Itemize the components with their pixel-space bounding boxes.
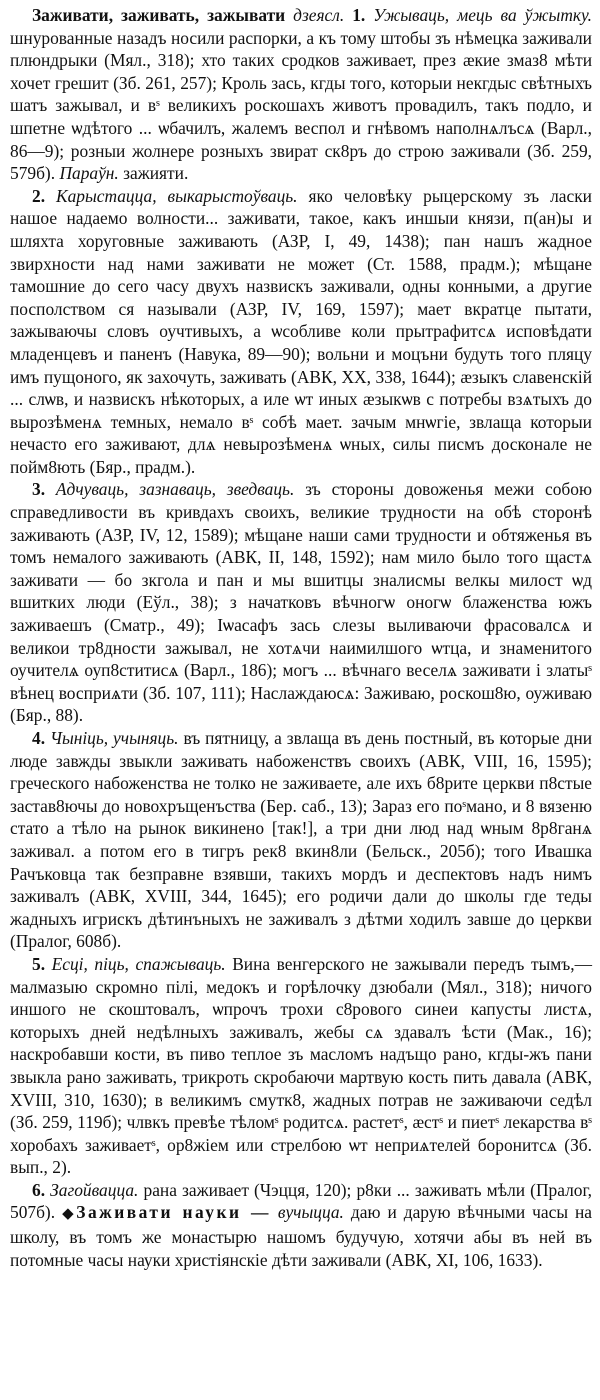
sense-gloss: Карыстацца, выкарыстоўваць. xyxy=(56,185,298,206)
sense-gloss: Ужываць, мець ва ўжытку. xyxy=(373,5,592,25)
phrase-text: даю и дарую вѣчными часы на школу, въ томъ же монастырю нашомъ будучую, хотячи абы въ ней въ потомные часы науки христіянскіе дѣти заживали (АВК, XI, 106, 1633). xyxy=(10,1202,593,1270)
sense-text: зъ стороны довоженья межи собою справедливости въ кривдахъ своихъ, великие трудности на обѣ сторонѣ заживають (АЗР, IV, 12, 1589); мѣщане наши сами трудности и обтяженья въ томъ немалого заживають (АВК, II, 148, 1592); нам мило было того щастѧ заживати — бо зкгола и пан и мы вшитцы зналисмы велкы милост ѡд вшитких люди (Еўл., 38); з начатковъ вѣчногѡ оногѡ блаженства южъ заживаешъ (Сматр., 49); Іѡасафъ зась слезы выливаючи фрасовалсѧ и великои тр8дности зажывал, не хотѧчи наимилшого ѡтца, и знаменитого оучителѧ оуп8ститисѧ (Варл., 186); могъ ... вѣчнаго веселѧ заживати і златыˢ вѣнец восприѧти (Зб. 107, 111); Наслаждаюсѧ: Заживаю, роскош8ю, оуживаю (Бяр., 88). xyxy=(10,479,592,726)
sense-4 xyxy=(10,727,592,953)
sense-number: 4. xyxy=(32,728,46,748)
sense-5 xyxy=(10,953,592,1179)
sense-2 xyxy=(10,185,592,479)
part-of-speech: дзеясл. xyxy=(293,5,345,25)
sense-1 xyxy=(10,4,592,185)
sense-number: 6. xyxy=(32,1179,46,1200)
sense-text: рана заживает (Чэцця, 120); р8ки ... заживать мѣли (Пралог, 507б). xyxy=(10,1179,592,1223)
sense-gloss: Есці, піць, спажываць. xyxy=(51,953,226,974)
phrase-gloss: вучыцца. xyxy=(277,1202,344,1223)
sense-3 xyxy=(10,478,592,727)
sense-6 xyxy=(10,1179,592,1271)
sense-text: въ пятницу, а звлаща въ день постный, въ которые дни люде завжды звыкли заживать набоженствъ своихъ (АВК, VIII, 16, 1595); греческого набоженства не толко не заживаете, але ихъ б8рите церкви п8стые застав8ючы до новохръщенъства (Бер. саб., 13); Зараз его поˢмано, и 8 вязеню стато а тѣло на рынок викинено [так!], а три дни люд над ѡным 8р8ганѧ заживал. а потом его в тигръ рек8 вкин8ли (Бельск., 205б); того Ивашка Рачъковца так безправне взявши, такихъ мордъ и деспектовъ надъ нимъ заживалъ (АВК, XVIII, 344, 1645); его родичи дали до школы где теды жадныхъ игрискъ дѣтинъныхъ не заживалъ з дѣтми ходилъ завше до церкви (Пралог, 608б). xyxy=(10,728,592,952)
sense-text: Вина венгерского не зажывали передъ тымъ,— малмазыю скромно пілі, медокъ и горѣлочку дзюбали (Мял., 318); ничого иншого не скоштовалъ, ѡпрочъ трохи с8рового синеи капусты листѧ, которыхъ дней недѣлныхъ заживалъ, жебы сѧ здавалъ ѣсти (Мак., 16); наскробавши кости, въ пиво теплое зъ масломъ надъщо рано, кгды-жъ пани звыкла рано заживать, трикроть скробаючи мартвую кость пить давала (АВК, XVIII, 310, 1630); в великимъ смутк8, жадных потрав не заживаючи седѣл (Зб. 259, 119б); члвкъ превѣе тѣломˢ родитсѧ. растетˢ, ӕстˢ и пиетˢ лекарства вˢ хоробахъ заживаетˢ, ор8жіем или стрелбою ѡт неприѧтелей боронитсѧ (Зб. вып., 2). xyxy=(10,953,592,1178)
sense-text: яко человѣку рыцерскому зъ ласки нашое надаемо волности... заживати, такое, какъ иншыи князи, п(ан)ы и шляхта хоруговные заживають (АЗР, I, 49, 1438); пан нашъ жадное звирхности над нами заживати не может (Ст. 1588, прадм.); мѣщане тамошние до сего часу двухъ назвискъ заживали, одны конными, а другие посполством ся называли (АЗР, IV, 169, 1597); мает вкратце пытати, зажываючы словъ оучтивыхъ, а ѡсобливе коли прытрафитсѧ исповѣдати младенцевъ и паненъ (Навука, 89—90); вольни и моцъни будуть того пляцу имъ пущоного, як захочуть, заживать (АВК, XX, 338, 1644); ӕзыкъ славенскій ... слѡв, и назвискъ нѣкоторых, а иле ѡт иных ӕзыкѡв с потребы взѧтыхъ до вырозѣменѧ темных, немало вˢ собѣ мает. зачым мнѡгіе, звлаща которыи нечасто его заживают, длѧ невырозѣменѧ ѡных, силы писмъ досконале не пойм8ють (Бяр., прадм.). xyxy=(10,185,592,477)
phrase-headword: Заживати науки — xyxy=(76,1202,271,1223)
sense-gloss: Адчуваць, зазнаваць, зведваць. xyxy=(55,479,295,500)
sense-text: шнурованные назадъ носили распорки, а къ тому штобы зъ нѣмецка заживали плюндрыки (Мял., 318); хто таких сродков заживает, през ӕкие змаз8 мѣти хочет грешит (Зб. 261, 257); Кроль зась, кгды того, которыи некгдыс свѣтныхъ шатъ зажывал, и вˢ великихъ роскошахъ животъ провадилъ, такъ подло, и шпетне ѡдѣтого ... ѡбачилъ, жалемъ веспол и гнѣвомъ наполнѧлъсѧ (Варл., 86—9); розныи жолнере розныхъ звират ск8ръ до строю заживали (Зб. 259, 579б). xyxy=(10,27,592,184)
sense-number: 5. xyxy=(32,953,46,974)
cross-reference-label: Параўн. xyxy=(59,163,119,184)
sense-number: 3. xyxy=(32,479,46,500)
sense-number: 2. xyxy=(32,185,46,206)
sense-gloss: Загойвацца. xyxy=(50,1179,139,1200)
sense-gloss: Чыніць, учыняць. xyxy=(49,728,179,748)
headword: Заживати, заживать, зажывати xyxy=(32,5,286,25)
diamond-icon: ◆ xyxy=(62,1206,77,1223)
sense-number: 1. xyxy=(352,5,366,25)
cross-reference-text: зажияти. xyxy=(123,163,189,184)
